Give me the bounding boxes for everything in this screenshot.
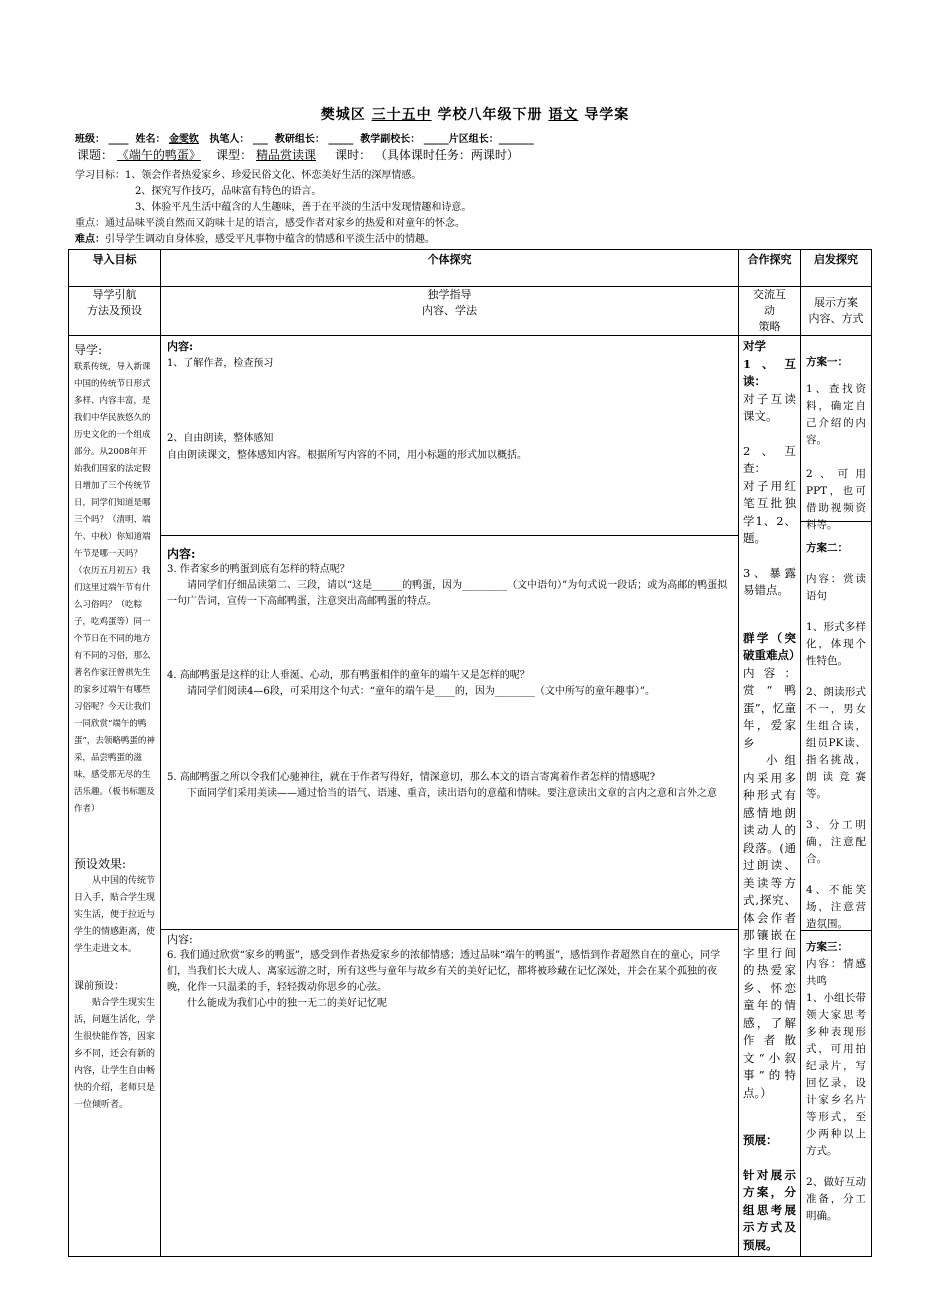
class-value: ____ bbox=[108, 134, 129, 145]
subheader-text: 动 bbox=[764, 304, 775, 317]
title-subject: 语文 bbox=[548, 107, 579, 123]
table-header-row bbox=[69, 250, 872, 287]
guide-text: 联系传统，导入新课中国的传统节日形式多样、内容丰富，是我们中华民族悠久的历史文化的一个组成部分。从2008年开始我们国家的法定假日增加了三个传统节日，同学们知道是哪三个吗？（清明、端午、中秋）你知道端午节是哪一天吗？（农历五月初五）我们这里过端午节有什么习俗吗？（吃粽子，吃鸡蛋等）同一个节日在不同的地方有不同的习俗，那么著名作家汪曾祺先生的家乡过端午有哪些习俗呢？今天让我们一同欣赏“端午的鸭蛋”，去领略鸭蛋的神采，品尝鸭蛋的滋味，感受那无尽的生活乐趣。（板书标题及作者） bbox=[74, 362, 155, 814]
table-body-row bbox=[69, 336, 872, 1257]
info-line bbox=[75, 130, 534, 145]
subheader-text: 展示方案 bbox=[814, 296, 858, 309]
pair-study-label: 对学 bbox=[743, 339, 766, 353]
presentation-column bbox=[801, 336, 872, 1257]
subheader-text: 内容、学法 bbox=[422, 304, 477, 317]
preview-text: 针对展示方案，分组思考展示方式及预展。 bbox=[743, 1167, 796, 1252]
lesson-line bbox=[77, 146, 519, 163]
plan-item: 2、做好互动准备，分工明确。 bbox=[806, 1176, 866, 1222]
content-item: 2、自由朗读，整体感知 bbox=[167, 433, 274, 444]
goal-item: 3、体验平凡生活中蕴含的人生趣味，善于在平淡的生活中发现情趣和诗意。 bbox=[135, 202, 472, 213]
plan-item: 2、朗读形式不一，男女生组合读，组员PK读、指名挑战，朗读竞赛等。 bbox=[806, 686, 866, 800]
subheader-cell bbox=[739, 287, 801, 336]
content-label: 内容: bbox=[167, 547, 196, 561]
cooperation-column bbox=[739, 336, 801, 1257]
guide-label: 导学: bbox=[74, 343, 103, 357]
content-item-text: 下面同学们采用美读——通过恰当的语气、语速、重音，读出语句的意蕴和情味。要注意读出文章的言内之意和言外之意 bbox=[187, 788, 717, 799]
subheader-text: 方法及预设 bbox=[87, 304, 142, 317]
subheader-text: 内容、方式 bbox=[808, 312, 864, 325]
strategy-heading: 1、互读： bbox=[743, 356, 796, 388]
writer-value: ___ bbox=[252, 134, 268, 145]
title-district: 樊城区 bbox=[320, 107, 372, 123]
subheader-cell bbox=[801, 287, 872, 336]
plan-item: 4、不能笑场，注意营造氛围。 bbox=[806, 884, 866, 930]
district-label: 片区组长： bbox=[448, 134, 499, 145]
plan-label: 方案一： bbox=[806, 356, 848, 368]
plan-item: 1、查找资料，确定自己介绍的内容。 bbox=[806, 383, 866, 446]
content-item-text: 请同学们仔细品读第二、三段，请以“这是______的鸭蛋，因为_________（文中语句）”为句式说一段话；或为高邮的鸭蛋拟一句广告词，宣传一下高邮鸭蛋，注意突出高邮鸭蛋的特点。 bbox=[167, 580, 728, 607]
strategy-heading: 2、互查： bbox=[743, 443, 796, 475]
subheader-text: 独学指导 bbox=[427, 288, 472, 301]
page-title bbox=[0, 104, 950, 124]
title-grade: 学校八年级下册 bbox=[431, 107, 549, 123]
subheader-text: 导学引航 bbox=[92, 288, 137, 301]
goal-item: 2、探究写作技巧，品味富有特色的语言。 bbox=[135, 186, 322, 197]
content-item: 1、了解作者，检查预习 bbox=[167, 358, 274, 369]
subheader-cell bbox=[161, 287, 739, 336]
plan-item: 1、形式多样化，体现个性特色。 bbox=[806, 621, 866, 667]
content-section-3 bbox=[161, 930, 738, 1014]
content-section-1 bbox=[161, 336, 738, 536]
header-cell: 个体探究 bbox=[161, 250, 739, 287]
effect-label: 预设效果: bbox=[74, 857, 127, 871]
subheader-text: 交流互 bbox=[753, 288, 786, 301]
type-value: 精品赏读课 bbox=[255, 148, 316, 162]
header-cell: 启发探究 bbox=[801, 250, 872, 287]
class-label: 班级： bbox=[75, 134, 105, 145]
preset-text: 贴合学生现实生活，问题生活化，学生很快能作答，因家乡不同，还会有新的内容，让学生自由畅快的介绍，老师只是一位倾听者。 bbox=[74, 998, 156, 1110]
plan-item: 1、小组长带领大家思考多种表现形式，可用拍纪录片，写回忆录，设计家乡名片等形式，至少两种以上方式。 bbox=[806, 992, 866, 1157]
header-cell: 合作探究 bbox=[739, 250, 801, 287]
plan-section-2 bbox=[801, 522, 871, 931]
content-item-text: 什么能成为我们心中的独一无二的美好记忆呢 bbox=[187, 998, 387, 1009]
topic-value: 《端午的鸭蛋》 bbox=[116, 148, 201, 162]
content-item-text: 请同学们阅读4—6段，可采用这个句式：“童年的端午是____的，因为________（文中所写的童年趣事）”。 bbox=[187, 686, 655, 697]
name-label: 姓名： bbox=[135, 134, 166, 145]
plan-label: 方案三： bbox=[806, 941, 848, 953]
learning-goals bbox=[75, 168, 895, 248]
difficult-point-text: 引导学生调动自身体验，感受平凡事物中蕴含的情感和平淡生活中的情趣。 bbox=[105, 234, 435, 245]
plan-section-1 bbox=[801, 336, 871, 531]
content-item: 5. 高邮鸭蛋之所以令我们心驰神往，就在于作者写得好，情深意切，那么本文的语言寄寓着作者怎样的情感呢? bbox=[167, 772, 656, 783]
effect-text: 从中国的传统节日入手，贴合学生现实生活，便于拉近与学生的情感距离，使学生走进文本。 bbox=[74, 876, 156, 954]
study-column bbox=[161, 336, 739, 1257]
difficult-point-label: 难点： bbox=[75, 234, 105, 245]
guide-column bbox=[69, 336, 161, 1257]
goals-label: 学习目标： bbox=[75, 170, 125, 181]
content-item: 6. 我们通过欣赏“家乡的鸭蛋”，感受到作者热爱家乡的浓郁情感；透过品味“端午的鸭蛋”，感悟到作者超然自在的童心，同学们，当我们长大成人、离家远游之时，所有这些与童年与故乡有关的美好记忆，都将被珍藏在记忆深处，并会在某个孤独的夜晚，化作一只温柔的手，轻轻拨动你思乡的心弦。 bbox=[167, 950, 721, 993]
period-value: （具体课时任务：两课时） bbox=[374, 148, 519, 162]
name-value: 金雯钦 bbox=[168, 134, 199, 145]
plan-intro: 内容：情感共鸣 bbox=[806, 958, 866, 987]
content-item-text: 自由朗读课文，整体感知内容。根据所写内容的不同，用小标题的形式加以概括。 bbox=[167, 450, 527, 461]
content-label: 内容: bbox=[167, 933, 193, 946]
table-subheader-row bbox=[69, 287, 872, 336]
topic-label: 课题： bbox=[77, 148, 114, 162]
content-item: 3. 作者家乡的鸭蛋到底有怎样的特点呢？ bbox=[167, 564, 350, 575]
preview-label: 预展： bbox=[743, 1133, 778, 1147]
strategy-text: 对子互读课文。 bbox=[743, 391, 796, 423]
subheader-cell bbox=[69, 287, 161, 336]
title-suffix: 导学案 bbox=[578, 107, 630, 123]
title-school: 三十五中 bbox=[371, 107, 432, 123]
period-label: 课时： bbox=[335, 148, 372, 162]
key-point-text: 通过品味平淡自然而又韵味十足的语言，感受作者对家乡的热爱和对童年的怀念。 bbox=[105, 218, 465, 229]
type-label: 课型： bbox=[216, 148, 253, 162]
plan-intro: 内容：赏读语句 bbox=[806, 573, 866, 602]
content-item: 4. 高邮鸭蛋是这样的让人垂涎、心动，那有鸭蛋相伴的童年的端午又是怎样的呢？ bbox=[167, 670, 530, 681]
plan-item: 3、分工明确，注意配合。 bbox=[806, 819, 866, 865]
vice-value: _____ bbox=[423, 134, 449, 145]
strategy-text: 对子用红笔互批独学1、2、题。 bbox=[743, 478, 796, 545]
group-study-text: 小组内采用多种形式有感情地朗读动人的段落。(通过朗读、美读等方式,探究、体会作者那镶嵌在字里行间的热爱家乡、怀恋童年的情感，了解作者散文“小叙事”的特点。） bbox=[743, 753, 796, 1100]
district-value: _______ bbox=[498, 134, 534, 145]
preset-label: 课前预设： bbox=[74, 981, 124, 992]
group-study-label: 群学（突破重难点） bbox=[743, 630, 801, 662]
writer-label: 执笔人： bbox=[209, 134, 250, 145]
content-label: 内容: bbox=[167, 340, 194, 353]
content-section-2 bbox=[161, 536, 738, 930]
goal-item: 1、领会作者热爱家乡、珍爱民俗文化、怀恋美好生活的深厚情感。 bbox=[125, 170, 422, 181]
strategy-heading: 3、暴露易错点。 bbox=[743, 565, 796, 597]
plan-item: 2、可用PPT，也可借助视频资料等。 bbox=[806, 468, 866, 531]
subheader-text: 策略 bbox=[758, 320, 781, 333]
header-cell: 导入目标 bbox=[69, 250, 161, 287]
lesson-table bbox=[68, 249, 872, 1257]
research-label: 教研组长： bbox=[274, 134, 325, 145]
plan-label: 方案二： bbox=[806, 542, 848, 554]
plan-section-3 bbox=[801, 931, 871, 1229]
group-study-text: 内容：赏“鸭蛋”，忆童年，爱家乡 bbox=[743, 665, 796, 750]
vice-label: 教学副校长： bbox=[360, 134, 421, 145]
research-value: _____ bbox=[328, 134, 354, 145]
key-point-label: 重点： bbox=[75, 218, 105, 229]
